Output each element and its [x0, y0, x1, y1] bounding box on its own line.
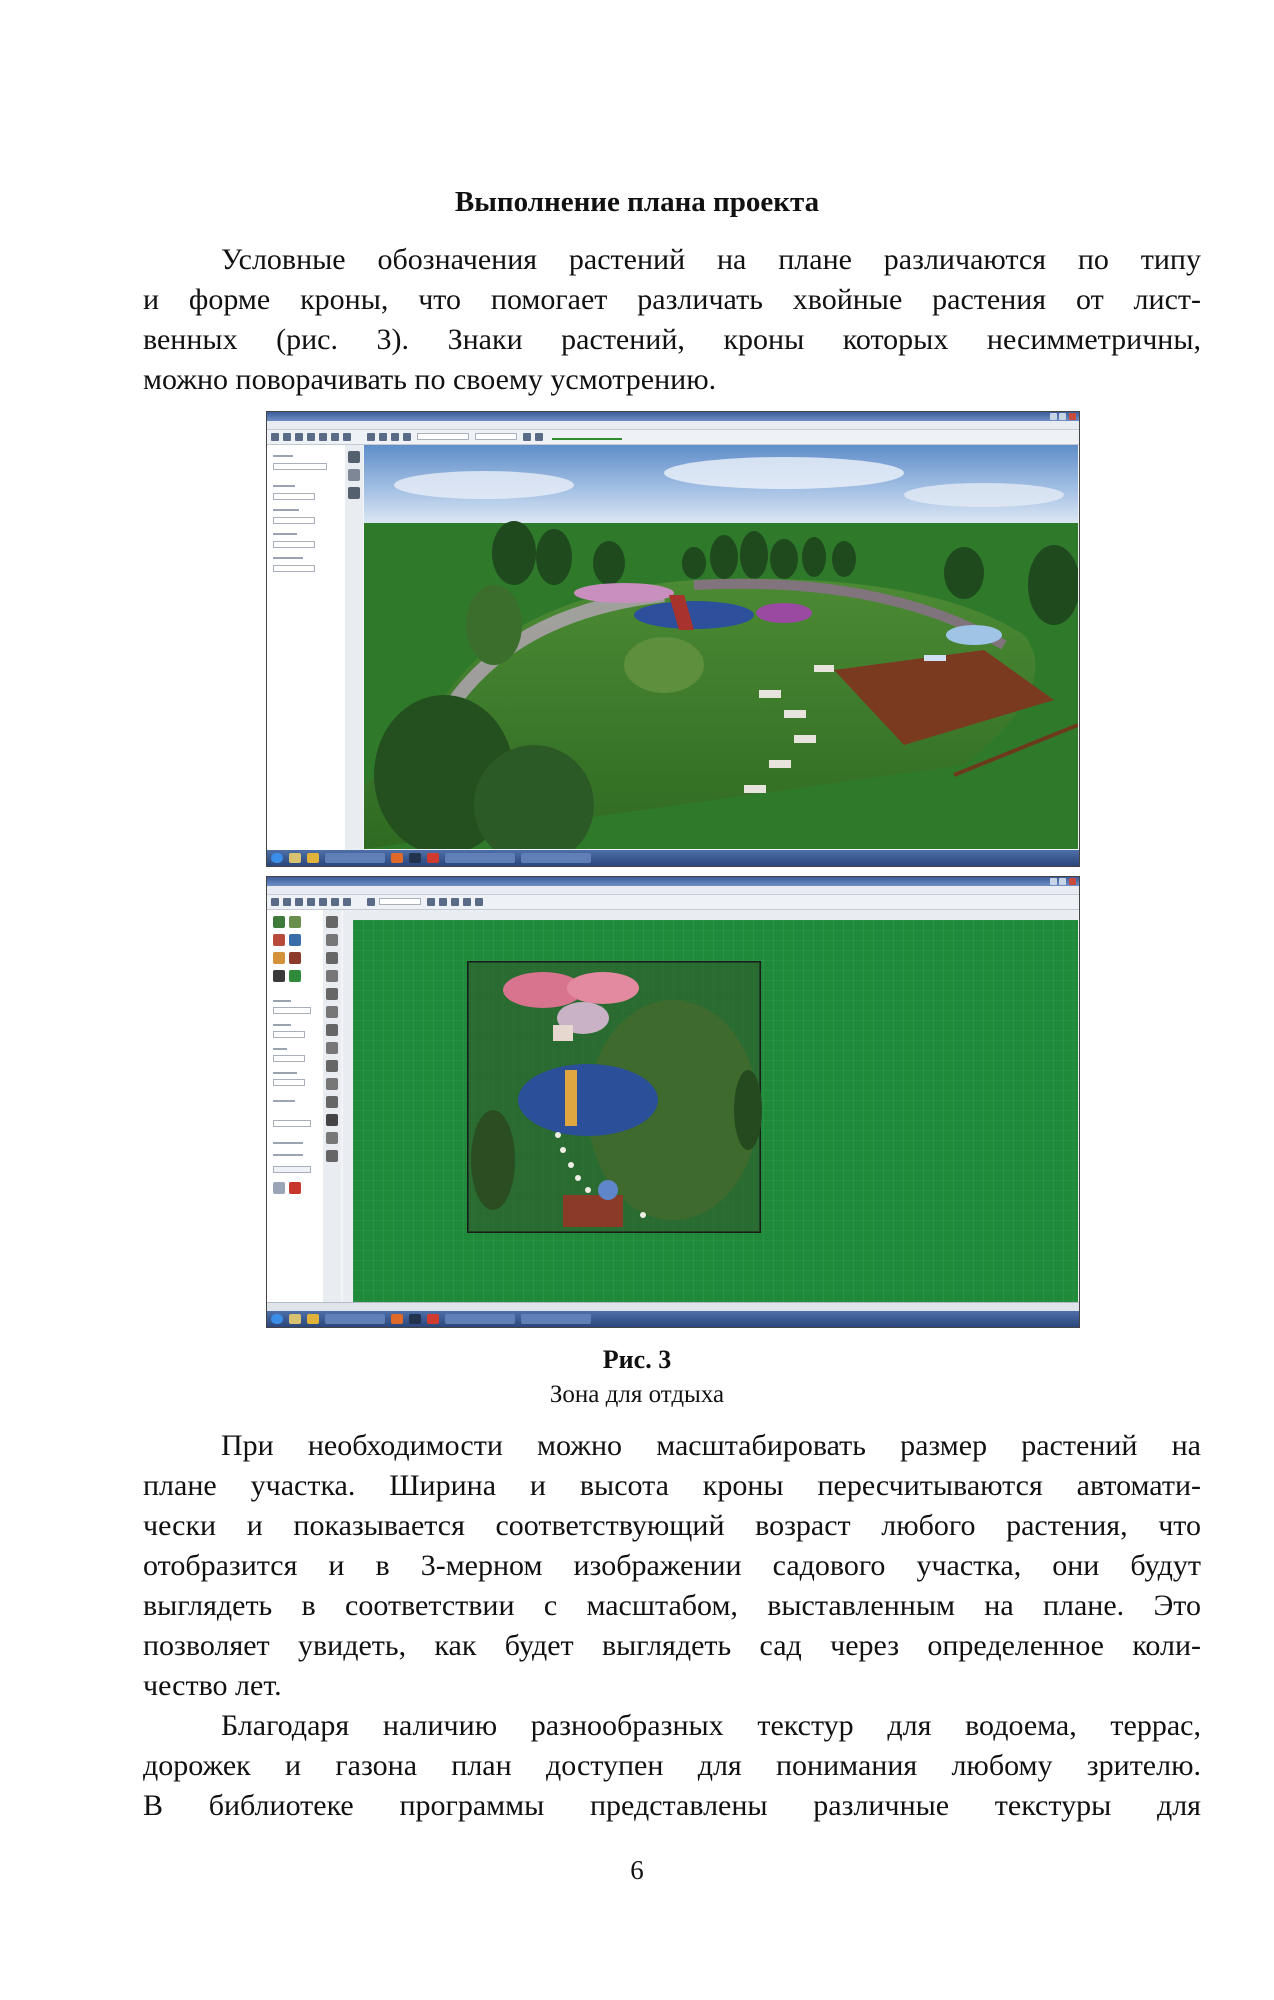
paragraph-scaling	[143, 1426, 1201, 1706]
camera-select	[475, 433, 517, 440]
toolbar-icon	[283, 433, 291, 441]
text-line: Благодаря наличию разнообразных текстур для водоема, террас,	[221, 1709, 1201, 1742]
bridge	[565, 1070, 577, 1126]
garden-plan-canvas	[343, 910, 1078, 1302]
paragraph-textures	[143, 1706, 1201, 1826]
toolbar-icon	[523, 433, 531, 441]
text-line: выглядеть в соответствии с масштабом, выставленным на плане. Это	[143, 1589, 1201, 1622]
figure-label: Рис. 3	[602, 1345, 672, 1374]
text-line: дорожек и газона план доступен для понимания любому зрителю.	[143, 1749, 1201, 1782]
text-line: плане участка. Ширина и высота кроны пересчитываются автомати-	[143, 1469, 1201, 1502]
umbrella	[946, 625, 1002, 645]
toolbar-icon	[343, 433, 351, 441]
terrace-deck	[563, 1195, 623, 1227]
window-titlebar	[267, 877, 1079, 886]
minimize-icon	[1050, 413, 1057, 420]
shape-icon	[326, 970, 338, 982]
taskbar-app-icon	[409, 1314, 421, 1324]
text-line: Условные обозначения растений на плане различаются по типу	[221, 243, 1201, 276]
close-icon	[1069, 413, 1076, 420]
toolbar-icon	[319, 898, 327, 906]
taskbar-window	[445, 853, 515, 863]
toolbar-icon	[367, 433, 375, 441]
toolbar-icon	[307, 898, 315, 906]
shape-icon	[326, 952, 338, 964]
flower-icon	[273, 934, 285, 946]
screenshot-3d-view	[266, 411, 1080, 867]
taskbar-app-icon	[391, 1314, 403, 1324]
text-line: венных (рис. 3). Знаки растений, кроны которых несимметричны,	[143, 323, 1201, 356]
minimize-icon	[1050, 878, 1057, 885]
text-line: В библиотеке программы представлены различные текстуры для	[143, 1789, 1201, 1822]
paragraph-plant-symbols	[143, 240, 1201, 400]
shape-icon	[326, 1042, 338, 1054]
toolbar-icon	[391, 433, 399, 441]
taskbar-app-icon	[391, 853, 403, 863]
shape-icon	[326, 988, 338, 1000]
flowerbed	[574, 583, 674, 603]
toolbar	[267, 895, 1079, 910]
toolbar-icon	[271, 898, 279, 906]
shape-icon	[326, 1096, 338, 1108]
plant-icon	[289, 916, 301, 928]
maximize-icon	[1059, 413, 1066, 420]
menu-bar	[267, 886, 1079, 895]
pond	[518, 1064, 658, 1136]
taskbar-window	[445, 1314, 515, 1324]
figure-caption: Зона для отдыха	[549, 1381, 725, 1408]
windows-taskbar	[267, 1311, 1079, 1327]
rotate-icon	[348, 469, 360, 481]
pan-icon	[348, 487, 360, 499]
pond	[634, 601, 754, 629]
text-line: позволяет увидеть, как будет выглядеть сад через определенное коли-	[143, 1629, 1201, 1662]
ruler-left	[343, 910, 353, 1302]
gazebo	[553, 1025, 573, 1041]
toolbar-icon	[367, 898, 375, 906]
toolbar-icon	[403, 433, 411, 441]
taskbar-app-icon	[307, 1314, 319, 1324]
taskbar-window	[325, 853, 385, 863]
toolbar-icon	[343, 898, 351, 906]
toolbar-icon	[295, 433, 303, 441]
toolbar-icon	[307, 433, 315, 441]
text-line: При необходимости можно масштабировать размер растений на	[221, 1429, 1201, 1462]
camera-icon	[348, 451, 360, 463]
draw-icon	[326, 934, 338, 946]
toolbar-icon	[451, 898, 459, 906]
page-number: 6	[630, 1855, 644, 1885]
shape-icon	[326, 1006, 338, 1018]
shape-icon	[326, 1078, 338, 1090]
screenshot-plan-view	[266, 876, 1080, 1328]
texture-icon	[273, 1182, 285, 1194]
seating	[598, 1180, 618, 1200]
shape-icon	[326, 1060, 338, 1072]
view-tools-column	[345, 445, 363, 850]
text-line: чески и показывается соответствующий возраст любого растения, что	[143, 1509, 1201, 1542]
taskbar-app-icon	[427, 853, 439, 863]
lawn-icon	[289, 970, 301, 982]
properties-panel	[267, 445, 346, 850]
texture-icon	[289, 1182, 301, 1194]
view-select	[379, 898, 421, 905]
shape-icon	[326, 1150, 338, 1162]
select-icon	[326, 916, 338, 928]
text-line: чество лет.	[143, 1669, 282, 1702]
toolbar-icon	[475, 898, 483, 906]
toolbar-icon	[439, 898, 447, 906]
close-icon	[1069, 878, 1076, 885]
taskbar-app-icon	[307, 853, 319, 863]
toolbar-icon	[331, 433, 339, 441]
garden-3d-render	[364, 445, 1078, 849]
text-line: и форме кроны, что помогает различать хвойные растения от лист-	[143, 283, 1201, 316]
text-line: можно поворачивать по своему усмотрению.	[143, 363, 717, 396]
toolbar-icon	[271, 433, 279, 441]
toolbar-icon	[463, 898, 471, 906]
toolbar-icon	[319, 433, 327, 441]
windows-taskbar	[267, 850, 1079, 866]
toolbar-icon	[379, 433, 387, 441]
toolbar-icon	[283, 898, 291, 906]
taskbar-app-icon	[427, 1314, 439, 1324]
flowerbed	[756, 603, 812, 623]
window-titlebar	[267, 412, 1079, 421]
status-bar	[267, 1302, 1079, 1311]
drawing-tools-column	[323, 910, 341, 1303]
toolbar-icon	[535, 433, 543, 441]
toolbar	[267, 430, 1079, 445]
taskbar-window	[521, 853, 591, 863]
view-select	[417, 433, 469, 440]
flowerbed	[567, 972, 639, 1004]
section-heading: Выполнение плана проекта	[454, 186, 820, 218]
shape-icon	[326, 1024, 338, 1036]
taskbar-app-icon	[289, 1314, 301, 1324]
start-icon	[271, 853, 283, 863]
water-icon	[289, 934, 301, 946]
text-line: отобразится и в 3-мерном изображении садового участка, они будут	[143, 1549, 1201, 1582]
toolbar-icon	[331, 898, 339, 906]
taskbar-app-icon	[409, 853, 421, 863]
shape-icon	[326, 1132, 338, 1144]
ruler-top	[343, 910, 1078, 920]
library-panel	[267, 910, 324, 1303]
toolbar-icon	[295, 898, 303, 906]
scissors-icon	[326, 1114, 338, 1126]
deck-icon	[289, 952, 301, 964]
object-icon	[273, 970, 285, 982]
maximize-icon	[1059, 878, 1066, 885]
path-icon	[273, 952, 285, 964]
start-icon	[271, 1314, 283, 1324]
menu-bar	[267, 421, 1079, 430]
taskbar-window	[325, 1314, 385, 1324]
plant-icon	[273, 916, 285, 928]
taskbar-app-icon	[289, 853, 301, 863]
tree	[466, 585, 522, 665]
time-slider	[552, 438, 622, 440]
toolbar-icon	[427, 898, 435, 906]
taskbar-window	[521, 1314, 591, 1324]
